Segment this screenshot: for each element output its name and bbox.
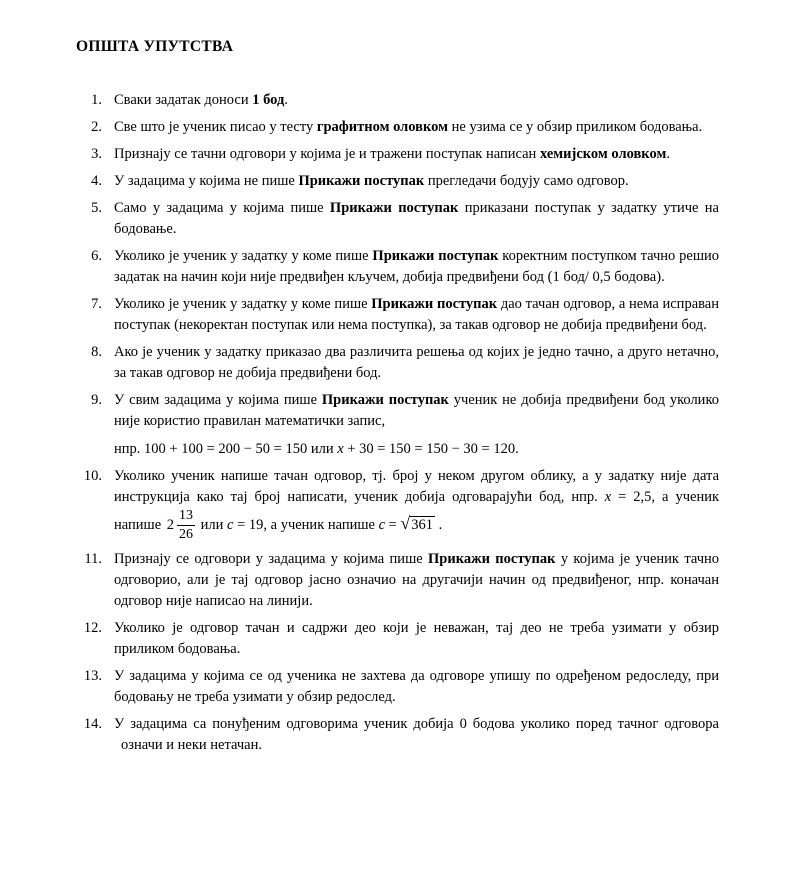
item-number: 9. [91,392,102,408]
text-segment: 1 бод [252,92,285,108]
text-segment: Уколико је одговор тачан и садржи део који је неважан, тај део не треба узимати у обзир приликом бодовања. [114,620,719,657]
item-number: 12. [83,620,102,636]
item-paragraph [114,342,719,384]
item-example-paragraph [114,439,719,460]
list-item [74,294,719,336]
text-segment: Прикажи поступак [372,248,499,264]
item-number: 7. [91,296,102,312]
list-item [74,618,719,660]
text-segment: Прикажи поступак [321,392,449,408]
text-segment: x [337,441,344,457]
list-item [74,714,719,756]
item-text [114,198,719,240]
item-number: 13. [83,668,102,684]
text-segment: x [604,489,612,505]
list-item [74,342,719,384]
text-segment: Само у задацима у којима пише [114,200,330,216]
text-segment: У задацима са понуђеним одговорима ученик добија 0 бодова уколико поред тачног одговора означи и неки нетачан. [114,716,719,753]
fraction-whole-part: 2 [166,517,174,533]
text-segment: Сваки задатак доноси [114,92,253,108]
document-title: ОПШТА УПУТСТВА [76,38,234,55]
text-segment: Уколико ученик напише тачан одговор, тј. број у неком другом облику, а у задатку није дата инструкција како тај број написати, ученик добија одговарајући бод, нпр. [114,468,719,505]
text-segment: Уколико је ученик у задатку у коме пише [114,248,373,264]
instructions-list [74,90,719,756]
text-segment: . [434,516,443,533]
item-paragraph [114,618,719,660]
list-item [74,466,719,543]
item-paragraph [114,117,719,138]
item-paragraph [114,198,719,240]
list-item [74,90,719,111]
item-number: 6. [91,248,102,264]
text-segment: = 2,5, а ученик напише [114,489,720,533]
text-segment: Прикажи поступак [371,296,498,312]
mixed-fraction [167,508,195,543]
text-segment: прегледачи бодују само одговор. [424,173,629,189]
text-segment: Признају се тачни одговори у којима је и тражени поступак написан [114,146,540,162]
text-segment: Уколико је ученик у задатку у коме пише [114,296,372,312]
item-paragraph [114,549,719,612]
text-segment: . [666,146,670,162]
text-segment: + 30 = 150 = 150 − 30 = 120. [343,441,519,457]
item-text [114,618,719,660]
radical-sign-icon: √ [400,512,411,533]
fraction-numerator: 13 [177,508,195,526]
list-item [74,144,719,165]
text-segment: c [227,516,234,533]
item-number: 11. [84,551,102,567]
radicand: 361 [411,516,433,533]
text-segment: У задацима у којима се од ученика не захтева да одговоре упишу по одређеном редоследу, при бодовању не треба узимати у обзир редослед. [114,668,719,705]
item-paragraph [114,144,719,165]
item-paragraph [114,714,719,756]
item-text [114,171,719,192]
text-segment: Ако је ученик у задатку приказао два различита решења од којих је једно тачно, а друго нетачно, за такав одговор не добија предвиђени бод. [114,344,719,381]
item-text [114,90,719,111]
item-number: 4. [91,173,102,189]
item-paragraph [114,171,719,192]
item-text [114,714,719,756]
item-paragraph [114,90,719,111]
item-text [114,144,719,165]
text-segment: = 19, а ученик напише [233,516,379,533]
item-number: 10. [83,468,102,484]
text-segment: у којима је ученик тачно одговорио, али је тај одговор јасно означио на другачији начин од предвиђеног, нпр. коначан одговор није написао на линији. [114,551,719,609]
text-segment: нпр. 100 + 100 = 200 − 50 = 150 или [114,441,338,457]
item-text [114,294,719,336]
text-segment: У свим задацима у којима пише [114,392,322,408]
item-text [114,466,719,543]
text-segment: не узима се у обзир приликом бодовања. [448,119,703,135]
item-paragraph [114,466,719,543]
item-number: 1. [91,92,102,108]
text-segment: Прикажи поступак [329,200,459,216]
item-paragraph [114,246,719,288]
list-item [74,117,719,138]
square-root [400,512,434,533]
text-segment: графитном оловком [316,119,449,135]
item-text [114,246,719,288]
item-text [114,549,719,612]
text-segment: ученик не добија предвиђени бод уколико није користио правилан математички запис, [114,392,719,429]
item-paragraph [114,666,719,708]
list-item [74,246,719,288]
text-segment: Све што је ученик писао у тесту [114,119,317,135]
text-segment: . [284,92,288,108]
item-number: 5. [91,200,102,216]
item-text [114,666,719,708]
text-segment: дао тачан одговор, а нема исправан поступак (некоректан поступак или нема поступка), за такав одговор не добија предвиђени бод. [114,296,719,333]
text-segment: коректним поступком тачно решио задатак на начин који није предвиђен кључем, добија предвиђени бод (1 бод/ 0,5 бодова). [114,248,719,285]
text-segment: = [385,516,401,533]
item-paragraph [114,390,719,432]
item-text [114,342,719,384]
text-segment: Признају се одговори у задацима у којима пише [114,551,429,567]
text-segment: хемијском оловком [539,146,667,162]
list-item [74,390,719,460]
text-segment: c [378,516,386,533]
list-item [74,198,719,240]
item-paragraph [114,294,719,336]
text-segment: или [197,516,228,533]
item-number: 3. [91,146,102,162]
item-text [114,390,719,460]
item-number: 8. [91,344,102,360]
item-number: 14. [83,716,102,732]
fraction-denominator: 26 [179,527,193,542]
item-text [114,117,719,138]
text-segment: Прикажи поступак [298,173,425,189]
list-item [74,666,719,708]
list-item [74,549,719,612]
list-item [74,171,719,192]
text-segment: приказани поступак у задатку утиче на бодовање. [114,200,719,237]
text-segment: Прикажи поступак [428,551,556,567]
text-segment: У задацима у којима не пише [114,173,299,189]
fraction-stack [177,508,195,543]
item-number: 2. [91,119,102,135]
